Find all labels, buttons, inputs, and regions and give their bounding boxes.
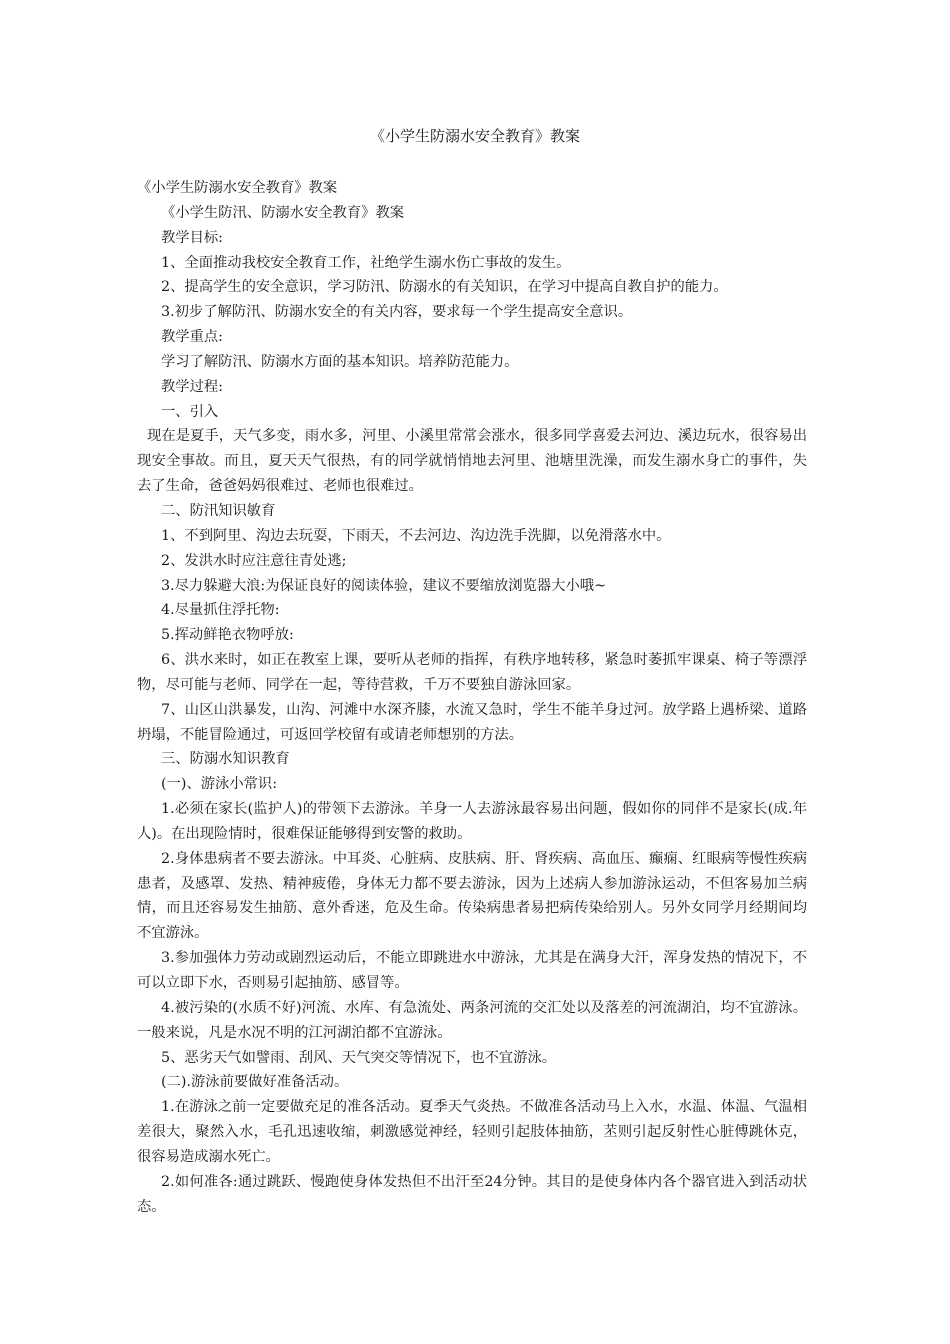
paragraph: 现在是夏手，天气多变，雨水多，河里、小溪里常常会涨水，很多同学喜爱去河边、溪边玩水，很容易出现安全事故。而且，夏天天气很热，有的同学就悄悄地去河里、池塘里洗澡，而发生溺水身亡的事件，失去了生命，爸爸妈妈很难过、老师也很难过。 [137,428,807,495]
paragraph: 1、不到阿里、沟边去玩耍，下雨天，不去河边、沟边洗手洗脚，以免滑落水中。 [161,527,671,544]
paragraph: 3.初步了解防汛、防溺水安全的有关内容，要求每一个学生提高安全意识。 [161,304,633,321]
paragraph: 二、防汛知识敏育 [161,502,276,519]
paragraph: 《小学生防溺水安全教育》教案 [137,180,338,196]
paragraph: 3.尽力躲避大浪:为保证良好的阅读体验，建议不要缩放浏览器大小哦~ [161,577,607,594]
paragraph: 教学过程: [161,378,224,395]
paragraph: 5.挥动鲜艳衣物呼放: [161,627,294,644]
paragraph: 4.被污染的(水质不好)河流、水库、有急流处、两条河流的交汇处以及落差的河流湖泊，均不宜游泳。一般来说，凡是水况不明的江河湖泊都不宜游泳。 [137,999,807,1041]
document-body [137,176,807,1219]
paragraph: 5、恶劣天气如譬雨、刮风、天气突交等情况下，也不宜游泳。 [161,1049,557,1066]
paragraph: 2、发洪水时应注意往青处逃; [161,552,347,569]
paragraph: 学习了解防汛、防溺水方面的基本知识。培养防范能力。 [161,353,519,370]
paragraph: 《小学生防汛、防溺水安全教育》教案 [161,204,405,221]
paragraph: 2、提高学生的安全意识，学习防汛、防溺水的有关知识，在学习中提高自教自护的能力。 [161,279,728,296]
paragraph: 教学目标: [161,229,224,246]
paragraph: 1、全面推动我校安全教育工作，社绝学生溺水伤亡事故的发生。 [161,254,571,271]
paragraph: 1.必须在家长(监护人)的带领下去游泳。羊身一人去游泳最容易出问题，假如你的同伴不是家长(成.年人)。在出现险情时，很难保证能够得到安警的救助。 [137,801,807,842]
paragraph: 1.在游泳之前一定要做充足的准各活动。夏季天气炎热。不做准各活动马上入水，水温、体温、气温相差很大，聚然入水，毛孔迅速收缩，刺激感觉神经，轻则引起肢体抽筋，苤则引起反射性心脏傅跳休克，很容易造成溺水死亡。 [137,1099,807,1165]
paragraph: 2.身体患病者不要去游泳。中耳炎、心脏病、皮肤病、肝、肾疾病、高血压、癫痫、红眼病等慢性疾病患者，及感罩、发热、精神疲倦，身体无力都不要去游泳，因为上述病人参加游泳运动，不但客易加兰病情，而且还容易发生抽筋、意外香迷，危及生命。传染病患者易把病传染给别人。另外女同学月经期间均不宜游泳。 [137,850,807,942]
paragraph: 2.如何准各:通过跳跃、慢跑使身体发热但不出汗至24分钟。其目的是使身体内各个器官进入到活动状态。 [137,1173,807,1215]
paragraph: 一、引入 [161,403,219,420]
document-title: 《小学生防溺水安全教育》教案 [369,127,580,145]
paragraph: 4.尽量抓住浮托物: [161,602,280,619]
paragraph: 3.参加强体力劳动或剧烈运动后，不能立即跳进水中游泳，尤其是在满身大汗，浑身发热的情况下，不可以立即下水，否则易引起抽筋、感冒等。 [137,950,807,991]
paragraph: 7、山区山洪暴发，山沟、河滩中水深齐膝，水流又急时，学生不能羊身过河。放学路上遇桥梁、道路坍塌，不能冒险通过，可返回学校留有或请老师想别的方法。 [137,701,807,743]
paragraph: (一)、游泳小常识: [161,776,278,793]
paragraph: 教学重点: [161,329,224,346]
paragraph: (二).游泳前要做好准备活动。 [161,1074,349,1091]
paragraph: 三、防溺水知识教育 [161,751,290,768]
paragraph: 6、洪水来时，如正在教室上课，要听从老师的指挥，有秩序地转移，紧急时萎抓牢课桌、椅子等漂浮物，尽可能与老师、同学在一起，等待营救，千万不要独自游泳回家。 [137,652,807,693]
